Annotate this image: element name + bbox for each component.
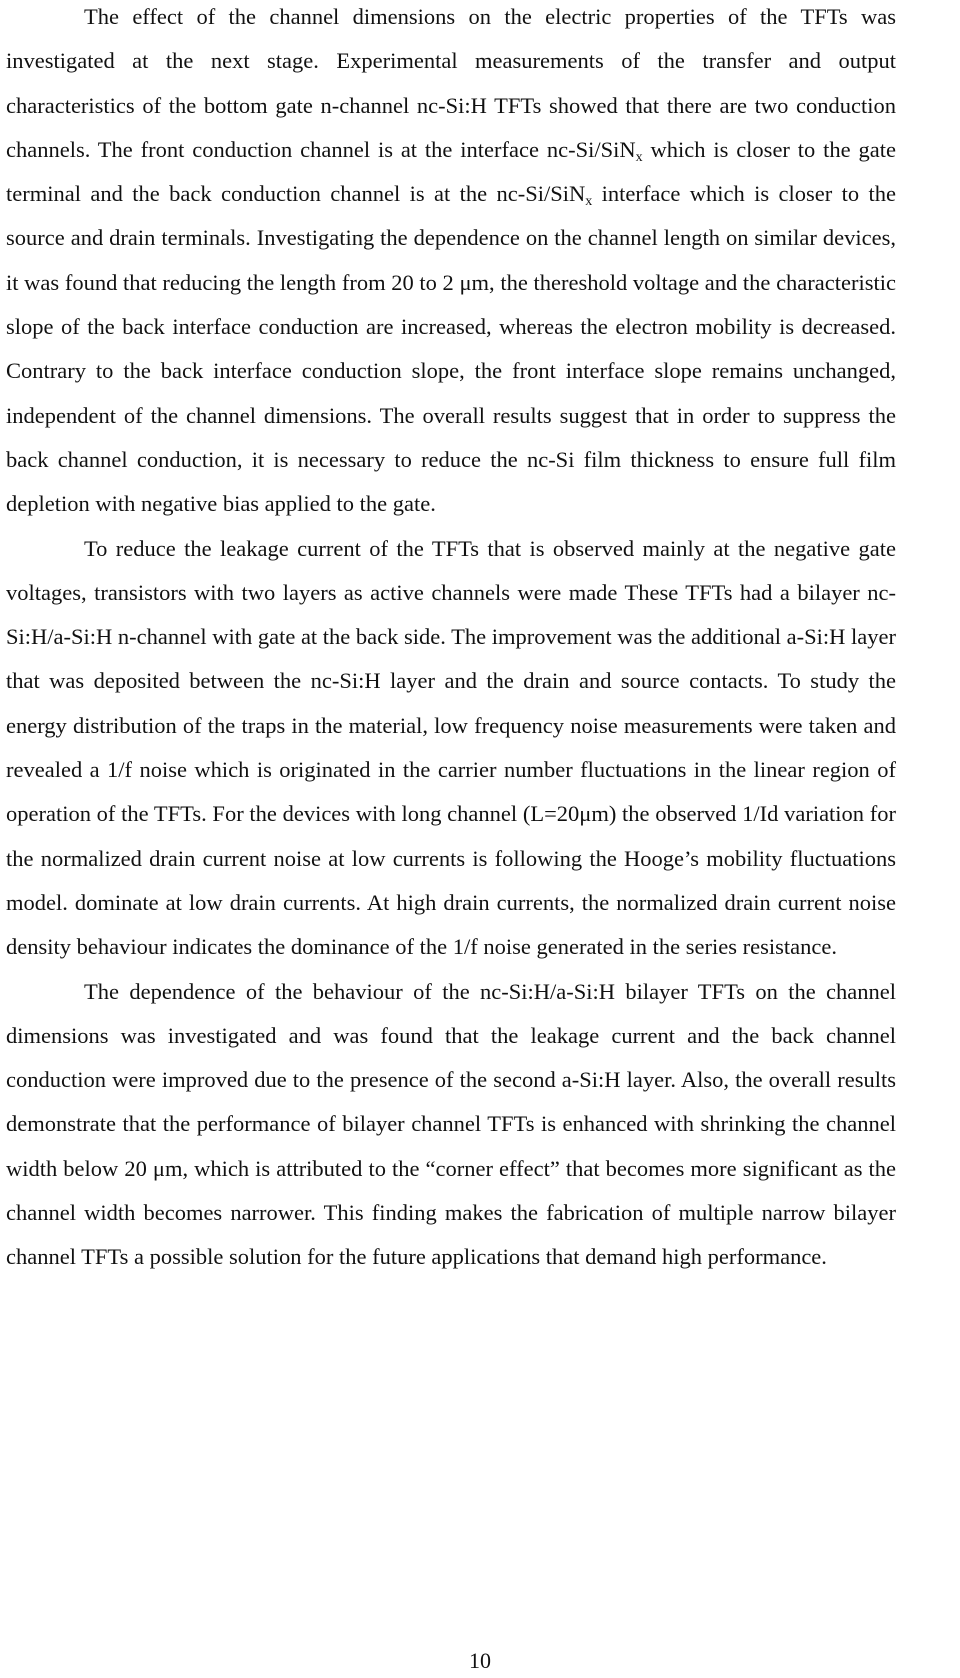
text-run: The effect of the channel dimensions on the electric properties of the TFTs was investigated at the next stage. Experimental measurements of the transfer and output characteristics of the bottom gate n-channel nc-Si:H TFTs showed that there are two conduction channels. The front conduction channel is at the interface nc-Si/SiN (6, 4, 896, 162)
text-run: interface which is closer to the source and drain terminals. Investigating the dependence on the channel length on similar devices, it was found that reducing the length from 20 to 2 μm, the thereshold voltage and the characteristic slope of the back interface conduction are increased, whereas the electron mobility is decreased. Contrary to the back interface conduction slope, the front interface slope remains unchanged, independent of the channel dimensions. The overall results suggest that in order to suppress the back channel conduction, it is necessary to reduce the nc-Si film thickness to ensure full film depletion with negative bias applied to the gate. (6, 181, 896, 517)
text-run: which is closer to the gate terminal and the back conduction channel is at the nc-Si/SiN (6, 136, 896, 207)
paragraph-channel-dimensions (6, 0, 896, 527)
subscript-x: x (635, 149, 643, 165)
page-number: 10 (469, 1648, 491, 1673)
paragraph-leakage-current (6, 527, 896, 970)
text-run: To reduce the leakage current of the TFTs that is observed mainly at the negative gate voltages, transistors with two layers as active channels were made These TFTs had a bilayer nc-Si:H/a-Si:H n-channel with gate at the back side. The improvement was the additional a-Si:H layer that was deposited between the nc-Si:H layer and the drain and source contacts. To study the energy distribution of the traps in the material, low frequency noise measurements were taken and revealed a 1/f noise which is originated in the carrier number fluctuations in the linear region of operation of the TFTs. For the devices with long channel (L=20μm) the observed 1/Id variation for the normalized drain current noise at low currents is following the Hooge’s mobility fluctuations model. dominate at low drain currents. At high drain currents, the normalized drain current noise density behaviour indicates the dominance of the 1/f noise generated in the series resistance. (6, 535, 896, 960)
body-text (6, 0, 896, 1280)
subscript-x: x (585, 194, 593, 210)
paragraph-bilayer-dependence (6, 970, 896, 1280)
text-run: The dependence of the behaviour of the nc-Si:H/a-Si:H bilayer TFTs on the channel dimensions was investigated and was found that the leakage current and the back channel conduction were improved due to the presence of the second a-Si:H layer. Also, the overall results demonstrate that the performance of bilayer channel TFTs is enhanced with shrinking the channel width below 20 μm, which is attributed to the “corner effect” that becomes more significant as the channel width becomes narrower. This finding makes the fabrication of multiple narrow bilayer channel TFTs a possible solution for the future applications that demand high performance. (6, 978, 896, 1270)
